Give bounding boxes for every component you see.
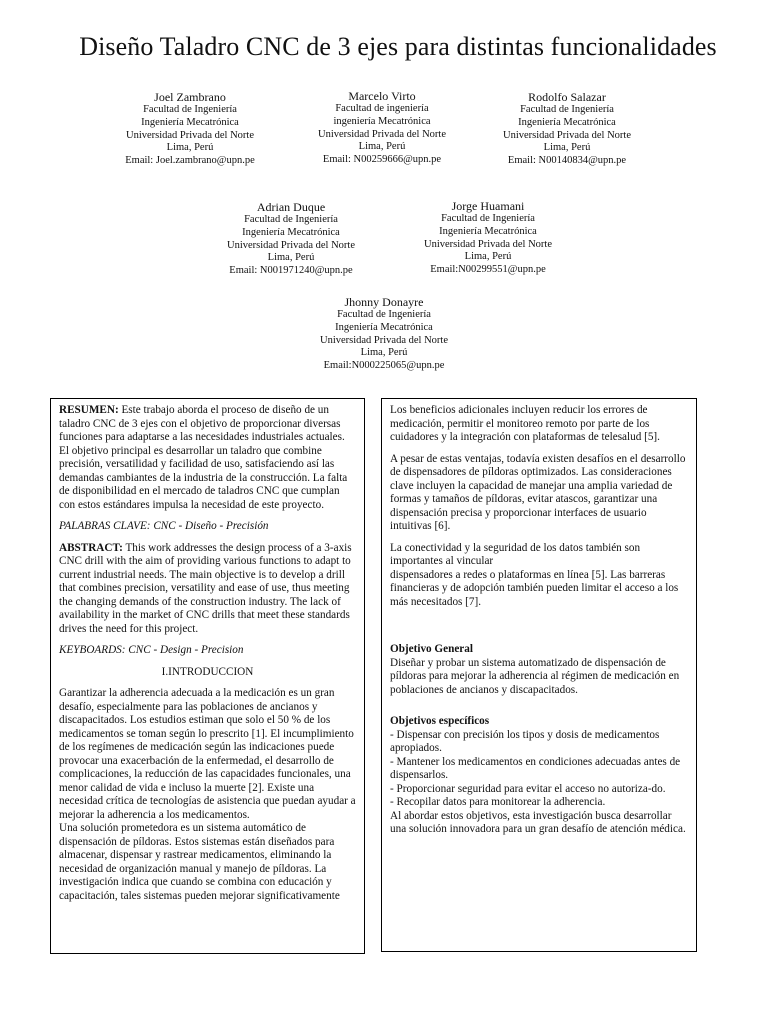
author-faculty: Facultad de Ingeniería — [520, 104, 614, 115]
author-university: Universidad Privada del Norte — [317, 128, 446, 140]
author-program: Ingeniería Mecatrónica — [439, 225, 537, 237]
author-block — [191, 200, 391, 278]
author-name: Jorge Huamani — [451, 199, 525, 213]
keywords: KEYBOARDS: CNC - Design - Precision — [59, 644, 244, 656]
objetivos-especificos-heading: Objetivos específicos — [390, 715, 490, 727]
author-email: Email: N00259666@upn.pe — [322, 154, 442, 166]
author-faculty: Facultad de Ingeniería — [337, 309, 431, 320]
author-name: Joel Zambrano — [154, 90, 226, 104]
author-block — [282, 89, 482, 167]
author-faculty: Facultad de ingeniería — [335, 103, 429, 114]
abstract-text: This work addresses the design process of a 3-axis CNC drill with the aim of providing various functions to adapt to current industrial needs. The main objective is to develop a drill that combines precision, versatility and ease of use, thus meeting the changing demands of the construction industry. The lack of availability in the market of CNC drills that meet these standards drives the need for this project. — [59, 541, 352, 635]
author-faculty: Facultad de Ingeniería — [244, 214, 338, 225]
objetivo-item: - Dispensar con precisión los tipos y dosis de medicamentos apropiados. — [390, 728, 660, 754]
author-email: Email: Joel.zambrano@upn.pe — [125, 155, 255, 167]
intro-paragraph-2: Una solución prometedora es un sistema automático de dispensación de píldoras. Estos sistemas están diseñados para almacenar, dispensar y rastrear medicamentos, eliminando la necesidad de organización manual y manejo de píldoras. La investigación indica que cuando se combina con educación y capacitación, tales sistemas pueden mejorar significativamente — [59, 822, 340, 902]
author-name: Marcelo Virto — [348, 89, 416, 103]
author-block — [90, 90, 290, 168]
author-program: ingeniería Mecatrónica — [333, 115, 431, 127]
objetivo-general-text: Diseñar y probar un sistema automatizado de dispensación de píldoras para mejorar la adherencia al régimen de medicación en poblaciones de ancianos y discapacitados. — [390, 656, 680, 696]
objetivo-item: - Proporcionar seguridad para evitar el acceso no autoriza-do. — [390, 782, 666, 795]
right-paragraph-3b: dispensadores a redes o plataformas en línea [5]. Las barreras financieras y de adopción también pueden limitar el acceso a los más necesitados [7]. — [390, 568, 679, 608]
paper-title: Diseño Taladro CNC de 3 ejes para distintas funcionalidades — [79, 32, 717, 61]
author-email: Email: N00140834@upn.pe — [507, 155, 627, 167]
author-city: Lima, Perú — [166, 142, 214, 154]
author-name: Jhonny Donayre — [344, 295, 424, 309]
author-university: Universidad Privada del Norte — [319, 334, 448, 346]
author-program: Ingeniería Mecatrónica — [141, 116, 239, 128]
author-email: Email:N00299551@upn.pe — [430, 264, 546, 276]
author-program: Ingeniería Mecatrónica — [335, 321, 433, 333]
objetivo-item: - Mantener los medicamentos en condiciones adecuadas antes de dispensarlos. — [390, 755, 681, 781]
objetivo-item: - Recopilar datos para monitorear la adherencia. — [390, 796, 606, 808]
right-column — [381, 398, 697, 952]
intro-paragraph-1: Garantizar la adherencia adecuada a la medicación es un gran desafío, especialmente para las poblaciones de ancianos y discapacitados. Los estudios estiman que solo el 50 % de los medicamentos se toman según lo prescrito [1]. El incumplimiento de los regímenes de medicación según las indicaciones puede provocar una exacerbación de la enfermedad, el desarrollo de complicaciones, la reducción de las capacidades funcionales, una menor calidad de vida e incluso la muerte [2]. Existe una necesidad crítica de tecnologías de asistencia que puedan ayudar a mejorar la adherencia a los medicamentos. — [59, 687, 356, 821]
abstract-label: ABSTRACT: — [59, 541, 123, 554]
author-university: Universidad Privada del Norte — [125, 129, 254, 141]
author-block — [284, 295, 484, 373]
right-paragraph-3a: La conectividad y la seguridad de los datos también son importantes al vincular — [390, 541, 641, 567]
author-faculty: Facultad de Ingeniería — [143, 104, 237, 115]
palabras-clave: PALABRAS CLAVE: CNC - Diseño - Precisión — [59, 520, 269, 532]
right-paragraph-1: Los beneficios adicionales incluyen reducir los errores de medicación, permitir el monitoreo remoto por parte de los cuidadores y la integración con plataformas de telesalud [5]. — [390, 404, 660, 443]
section-heading: I.INTRODUCCION — [161, 665, 254, 678]
author-university: Universidad Privada del Norte — [502, 129, 631, 141]
author-name: Adrian Duque — [256, 200, 326, 214]
abstract-paragraph — [59, 542, 356, 637]
author-program: Ingeniería Mecatrónica — [242, 226, 340, 238]
resumen-paragraph — [59, 404, 356, 512]
right-paragraph-2: A pesar de estas ventajas, todavía existen desafíos en el desarrollo de dispensadores de píldoras optimizados. Las consideraciones clave incluyen la capacidad de manejar una amplia variedad de formas y tamaños de píldoras, evitar atascos, garantizar una dispensación precisa y proporcionar interfaces de usuario intuitivas [6]. — [390, 452, 686, 532]
author-email: Email: N001971240@upn.pe — [229, 265, 353, 277]
author-name: Rodolfo Salazar — [528, 90, 606, 104]
left-column — [50, 398, 365, 954]
author-email: Email:N000225065@upn.pe — [323, 360, 445, 372]
author-city: Lima, Perú — [360, 347, 408, 359]
author-faculty: Facultad de Ingeniería — [441, 213, 535, 224]
author-city: Lima, Perú — [464, 251, 512, 263]
resumen-text: Este trabajo aborda el proceso de diseño de un taladro CNC de 3 ejes con el objetivo de proporcionar diversas funciones para adaptarse a las necesidades industriales actuales. El objetivo principal es desarrollar un taladro que combine precisión, versatilidad y facilidad de uso, satisfaciendo así las demandas cambiantes de la industria de la construcción. La falta de disponibilidad en el mercado de taladros CNC que cumplan con estos estándares impulsa la necesidad de este proyecto. — [59, 404, 348, 511]
author-university: Universidad Privada del Norte — [226, 239, 355, 251]
author-block — [388, 199, 588, 277]
closing-paragraph: Al abordar estos objetivos, esta investigación busca desarrollar una solución innovadora para un gran desafío de atención médica. — [390, 809, 686, 835]
resumen-label: RESUMEN: — [59, 404, 119, 416]
author-city: Lima, Perú — [543, 142, 591, 154]
author-program: Ingeniería Mecatrónica — [518, 116, 616, 128]
objetivo-general-heading: Objetivo General — [390, 643, 473, 655]
author-university: Universidad Privada del Norte — [423, 238, 552, 250]
author-city: Lima, Perú — [358, 141, 406, 153]
author-city: Lima, Perú — [267, 252, 315, 264]
author-block — [467, 90, 667, 168]
